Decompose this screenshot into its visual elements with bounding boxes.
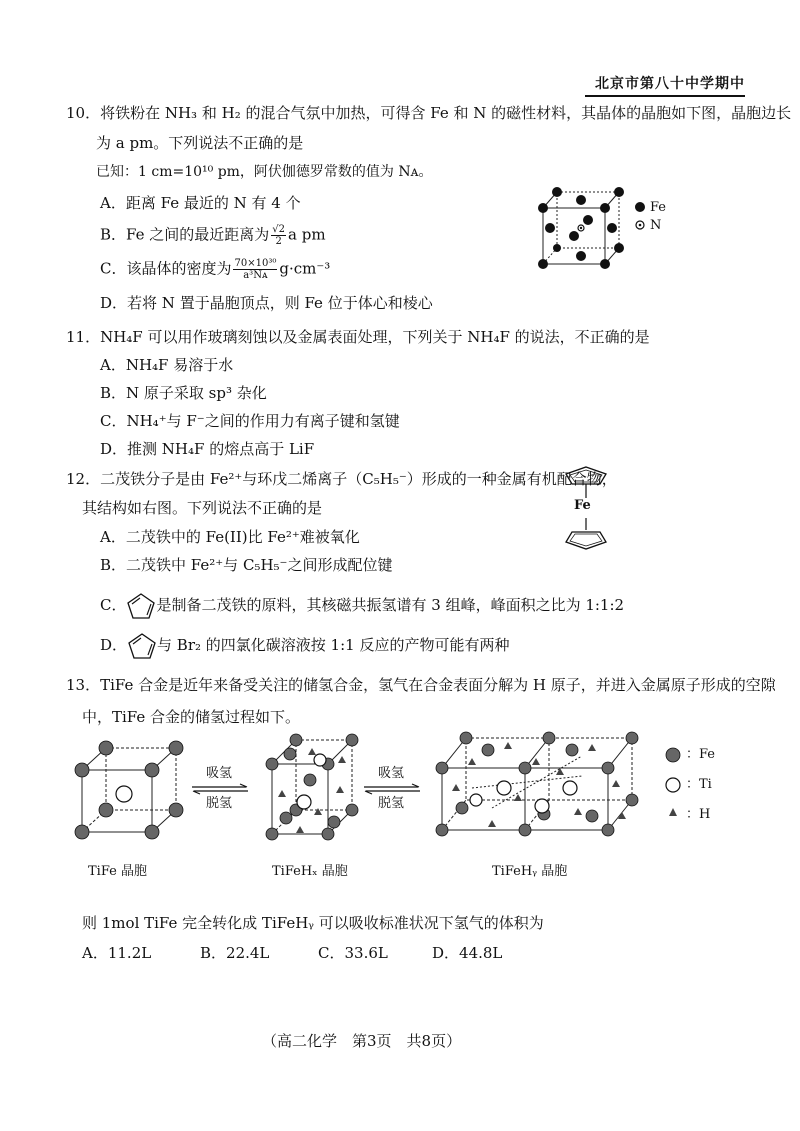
arrow2-absorb-label: 吸氢	[378, 766, 405, 781]
cyclopentadiene-icon	[126, 592, 156, 620]
q12-stem-line1: 12．二茂铁分子是由 Fe²⁺与环戊二烯离子（C₅H₅⁻）形成的一种金属有机配合物，	[66, 470, 617, 488]
q10-option-c-fraction: $\frac{\text{70×10³⁰}}{\text{a³Nᴀ}}$	[234, 258, 277, 281]
q11-option-b: B．N 原子采取 sp³ 杂化	[100, 384, 267, 402]
tife-cell-figure	[72, 740, 184, 840]
cyclopentadiene-icon	[127, 632, 157, 660]
q10-crystal-cell-figure	[535, 186, 625, 272]
q12-option-c-post: 是制备二茂铁的原料，其核磁共振氢谱有 3 组峰，峰面积之比为 1:1:2	[156, 596, 625, 614]
arrow1-absorb-label: 吸氢	[206, 766, 233, 781]
q12-option-d-post: 与 Br₂ 的四氯化碳溶液按 1:1 反应的产物可能有两种	[157, 636, 510, 654]
ferrocene-fe-label: Fe	[574, 498, 591, 513]
q10-stem-line1: 10．将铁粉在 NH₃ 和 H₂ 的混合气氛中加热，可得含 Fe 和 N 的磁性材料，其晶体的晶胞如下图，晶胞边长	[66, 104, 792, 122]
q13-question: 则 1mol TiFe 完全转化成 TiFeHᵧ 可以吸收标准状况下氢气的体积为	[82, 914, 544, 932]
q10-option-d: D．若将 N 置于晶胞顶点，则 Fe 位于体心和棱心	[100, 294, 433, 312]
q13-legend-fe: ：Fe	[686, 747, 716, 762]
q13-option-b: B．22.4L	[200, 944, 270, 962]
tifehy-cell-caption: TiFeHᵧ 晶胞	[492, 864, 568, 879]
tife-cell-caption: TiFe 晶胞	[88, 864, 147, 879]
q12-option-c	[100, 592, 624, 620]
q12-option-c-pre: C．	[100, 596, 127, 614]
school-header: 北京市第八十中学期中	[595, 76, 745, 92]
q10-known: 已知：1 cm=10¹⁰ pm，阿伏伽德罗常数的值为 Nᴀ。	[96, 164, 433, 180]
arrow1-release-label: 脱氢	[206, 796, 233, 811]
q10-option-b-pre: B．Fe 之间的最近距离为	[100, 225, 270, 244]
q10-stem-line2: 为 a pm。下列说法不正确的是	[96, 134, 304, 152]
q13-legend-h: ：H	[686, 807, 711, 822]
equilibrium-arrow-1	[190, 784, 250, 794]
q10-option-a: A．距离 Fe 最近的 N 有 4 个	[100, 194, 301, 212]
tifehx-cell-caption: TiFeHₓ 晶胞	[272, 864, 348, 879]
q13-option-a: A．11.2L	[82, 944, 152, 962]
q11-option-c: C．NH₄⁺与 F⁻之间的作用力有离子键和氢键	[100, 412, 400, 430]
equilibrium-arrow-2	[362, 784, 422, 794]
header-rule	[585, 95, 745, 97]
tifehx-cell-figure	[262, 730, 362, 842]
q11-option-a: A．NH₄F 易溶于水	[100, 356, 234, 374]
q10-legend-n: N	[650, 218, 662, 233]
q12-option-d-pre: D．	[100, 636, 128, 654]
q13-legend-symbols	[664, 746, 684, 820]
page-footer: （高二化学 第3页 共8页）	[262, 1032, 462, 1050]
q10-legend-fe: Fe	[650, 200, 667, 215]
q13-option-d: D．44.8L	[432, 944, 503, 962]
tifehy-cell-figure	[432, 728, 642, 838]
q10-option-b	[100, 224, 326, 247]
q12-option-d	[100, 632, 509, 660]
q10-option-c-post: g·cm⁻³	[279, 259, 331, 278]
q10-legend-symbols	[633, 200, 647, 234]
q10-option-b-post: a pm	[288, 225, 326, 244]
q13-legend-ti: ：Ti	[686, 777, 712, 792]
q10-option-b-fraction: $\frac{√2}{2}$	[272, 224, 285, 247]
q11-stem: 11．NH₄F 可以用作玻璃刻蚀以及金属表面处理，下列关于 NH₄F 的说法，不正确的是	[66, 328, 650, 346]
q13-option-c: C．33.6L	[318, 944, 388, 962]
q13-stem-line2: 中，TiFe 合金的储氢过程如下。	[82, 708, 301, 726]
q10-option-c-pre: C．该晶体的密度为	[100, 259, 232, 278]
q10-option-c	[100, 258, 330, 281]
q12-option-a: A．二茂铁中的 Fe(II)比 Fe²⁺难被氧化	[100, 528, 360, 546]
q11-option-d: D．推测 NH₄F 的熔点高于 LiF	[100, 440, 315, 458]
q13-stem-line1: 13．TiFe 合金是近年来备受关注的储氢合金，氢气在合金表面分解为 H 原子，并进入金属原子形成的空隙	[66, 676, 776, 694]
q12-option-b: B．二茂铁中 Fe²⁺与 C₅H₅⁻之间形成配位键	[100, 556, 393, 574]
q12-stem-line2: 其结构如右图。下列说法不正确的是	[82, 499, 323, 517]
arrow2-release-label: 脱氢	[378, 796, 405, 811]
